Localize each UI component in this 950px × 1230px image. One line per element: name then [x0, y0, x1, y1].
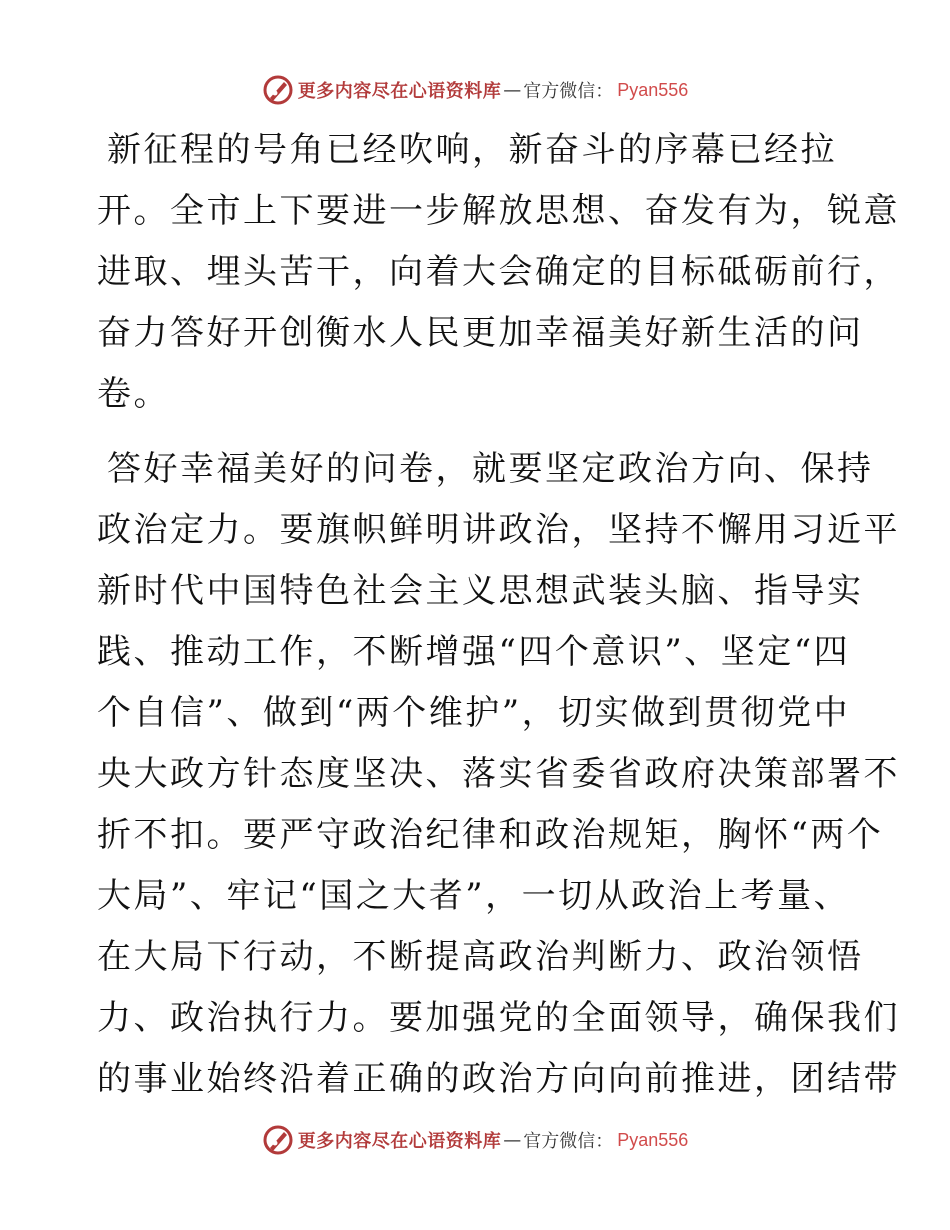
footer-banner [0, 1120, 950, 1160]
text-line: 央大政方针态度坚决、落实省委省政府决策部署不 [97, 754, 900, 794]
text-line: 个自信”、做到“两个维护”，切实做到贯彻党中 [97, 693, 851, 733]
header-banner [0, 70, 950, 110]
text-line: 卷。 [97, 374, 170, 414]
text-line: 开。全市上下要进一步解放思想、奋发有为，锐意 [97, 191, 900, 231]
text-line: 答好幸福美好的问卷，就要坚定政治方向、保持 [107, 449, 874, 489]
pen-circle-logo-icon [262, 1124, 294, 1156]
text-line: 力、政治执行力。要加强党的全面领导，确保我们 [97, 998, 900, 1038]
banner-wechat-id: Pyan556 [617, 1129, 689, 1150]
banner-separator: — [503, 1129, 522, 1151]
banner-separator: — [503, 79, 522, 101]
banner-wechat-label: 官方微信： [523, 81, 614, 102]
banner-promo-text: 更多内容尽在心语资料库 [297, 1131, 502, 1152]
text-line: 践、推动工作，不断增强“四个意识”、坚定“四 [97, 632, 851, 672]
text-line: 在大局下行动，不断提高政治判断力、政治领悟 [97, 937, 864, 977]
text-line: 大局”、牢记“国之大者”，一切从政治上考量、 [97, 876, 851, 916]
banner-wechat-id: Pyan556 [617, 79, 689, 100]
document-body [97, 120, 900, 1110]
paragraph-1 [97, 120, 900, 425]
text-line: 折不扣。要严守政治纪律和政治规矩，胸怀“两个 [97, 815, 884, 855]
text-line: 新征程的号角已经吹响，新奋斗的序幕已经拉 [107, 130, 837, 170]
banner-promo-text: 更多内容尽在心语资料库 [297, 81, 502, 102]
text-line: 政治定力。要旗帜鲜明讲政治，坚持不懈用习近平 [97, 510, 900, 550]
text-line: 奋力答好开创衡水人民更加幸福美好新生活的问 [97, 313, 864, 353]
pen-circle-logo-icon [262, 74, 294, 106]
text-line: 的事业始终沿着正确的政治方向向前推进，团结带 [97, 1059, 900, 1099]
banner-wechat-label: 官方微信： [523, 1131, 614, 1152]
text-line: 进取、埋头苦干，向着大会确定的目标砥砺前行， [97, 252, 900, 292]
paragraph-2 [97, 439, 900, 1110]
text-line: 新时代中国特色社会主义思想武装头脑、指导实 [97, 571, 864, 611]
